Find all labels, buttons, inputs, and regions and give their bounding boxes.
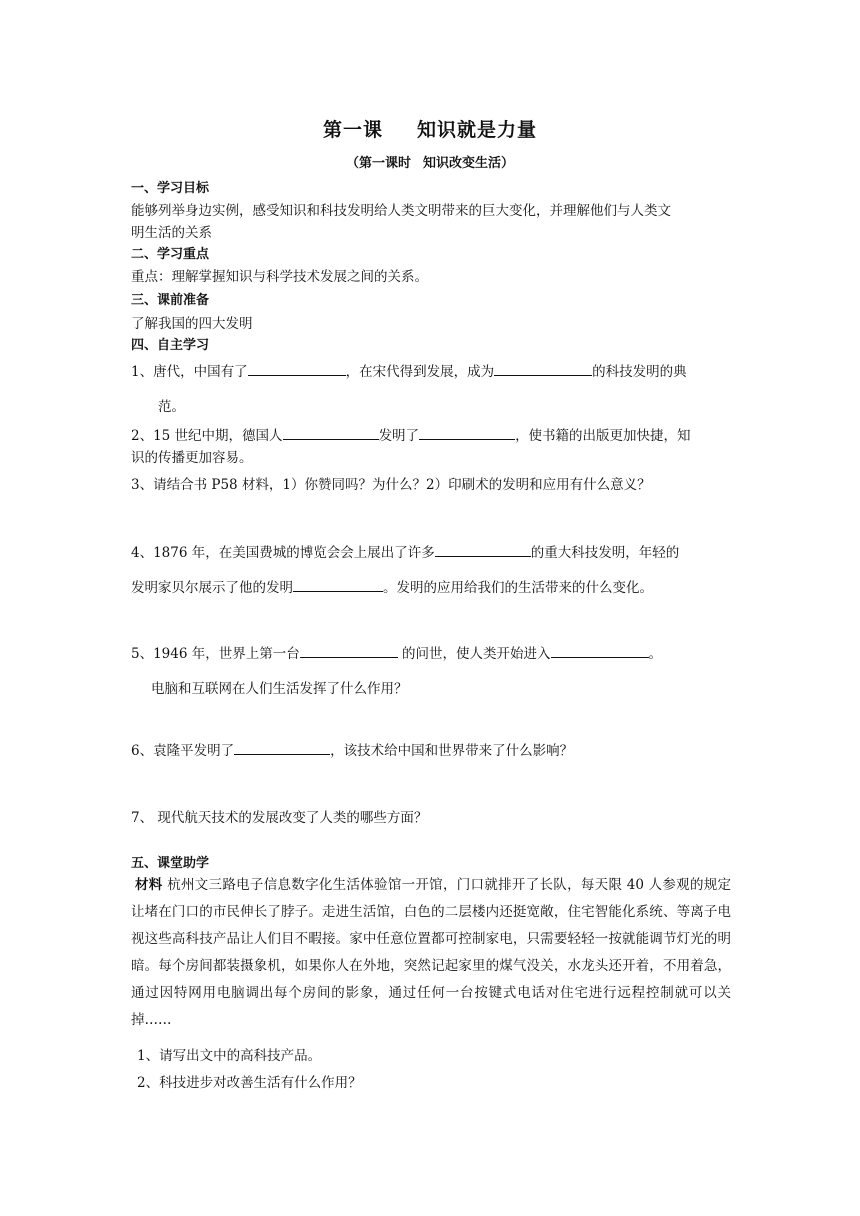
- blank-q2-1[interactable]: [283, 425, 379, 440]
- section-heading-classroom: 五、课堂助学: [131, 856, 210, 871]
- material-question-1: 1、请写出文中的高科技产品。: [137, 1048, 322, 1064]
- subtitle-part1: （第一课时: [345, 156, 411, 171]
- material-paragraph: [131, 872, 731, 1034]
- question-5-line1: 5、1946 年，世界上第一台 的问世，使人类开始进入 。: [131, 642, 662, 662]
- blank-q1-2[interactable]: [494, 361, 592, 376]
- blank-q4-1[interactable]: [435, 542, 531, 557]
- question-4-line1: 4、1876 年，在美国费城的博览会会上展出了许多 的重大科技发明，年轻的: [131, 541, 679, 561]
- subtitle-part2: 知识改变生活）: [423, 156, 515, 171]
- question-5-line2: 电脑和互联网在人们生活发挥了什么作用？: [151, 681, 408, 697]
- question-7: 7、 现代航天技术的发展改变了人类的哪些方面？: [131, 810, 428, 826]
- blank-q5-2[interactable]: [551, 643, 649, 658]
- focus-text: 重点：理解掌握知识与科学技术发展之间的关系。: [131, 269, 428, 285]
- blank-q2-2[interactable]: [419, 425, 515, 440]
- title-part2: 知识就是力量: [417, 119, 538, 141]
- material-text: 杭州文三路电子信息数字化生活体验馆一开馆，门口就排开了长队，每天限 40 人参观的规定让堵在门口的市民伸长了脖子。走进生活馆，白色的二层楼内还挺宽敞，住宅智能化系统、等离子电视这些高科技产品让人们目不暇接。家中任意位置都可控制家电，只需要轻轻一按就能调节灯光的明暗。每个房间都装摄象机，如果你人在外地，突然记起家里的煤气没关，水龙头还开着，不用着急，通过因特网用电脑调出每个房间的影象，通过任何一台按键式电话对住宅进行远程控制就可以关掉……: [131, 877, 732, 1028]
- blank-q4-2[interactable]: [293, 577, 383, 592]
- page-title: [0, 115, 860, 142]
- question-1-line1: 1、唐代，中国有了 ，在宋代得到发展，成为 的科技发明的典: [131, 360, 687, 380]
- blank-q5-1[interactable]: [300, 643, 398, 658]
- section-heading-goals: 一、学习目标: [131, 181, 210, 196]
- question-2-line1: 2、15 世纪中期，德国人 发明了 ，使书籍的出版更加快捷，知: [131, 424, 691, 444]
- title-part1: 第一课: [322, 119, 383, 141]
- question-4-line2: 发明家贝尔展示了他的发明 。发明的应用给我们的生活带来的什么变化。: [131, 576, 653, 596]
- material-label: 材料: [135, 877, 163, 893]
- blank-q1-1[interactable]: [248, 361, 346, 376]
- page-subtitle: [0, 152, 860, 171]
- section-heading-focus: 二、学习重点: [131, 247, 210, 262]
- goals-text-line1: 能够列举身边实例，感受知识和科技发明给人类文明带来的巨大变化，并理解他们与人类文: [131, 203, 671, 219]
- section-heading-preparation: 三、课前准备: [131, 293, 210, 308]
- goals-text-line2: 明生活的关系: [131, 225, 212, 241]
- section-heading-self-study: 四、自主学习: [131, 338, 210, 353]
- material-question-2: 2、科技进步对改善生活有什么作用？: [137, 1075, 362, 1091]
- question-6: 6、袁隆平发明了 ，该技术给中国和世界带来了什么影响？: [131, 739, 573, 759]
- blank-q6-1[interactable]: [234, 740, 330, 755]
- question-2-line2: 识的传播更加容易。: [131, 450, 253, 466]
- preparation-text: 了解我国的四大发明: [131, 316, 253, 332]
- question-3: 3、请结合书 P58 材料，1）你赞同吗？为什么？2）印刷术的发明和应用有什么意义？: [131, 477, 651, 493]
- question-1-line2: 范。: [158, 399, 185, 415]
